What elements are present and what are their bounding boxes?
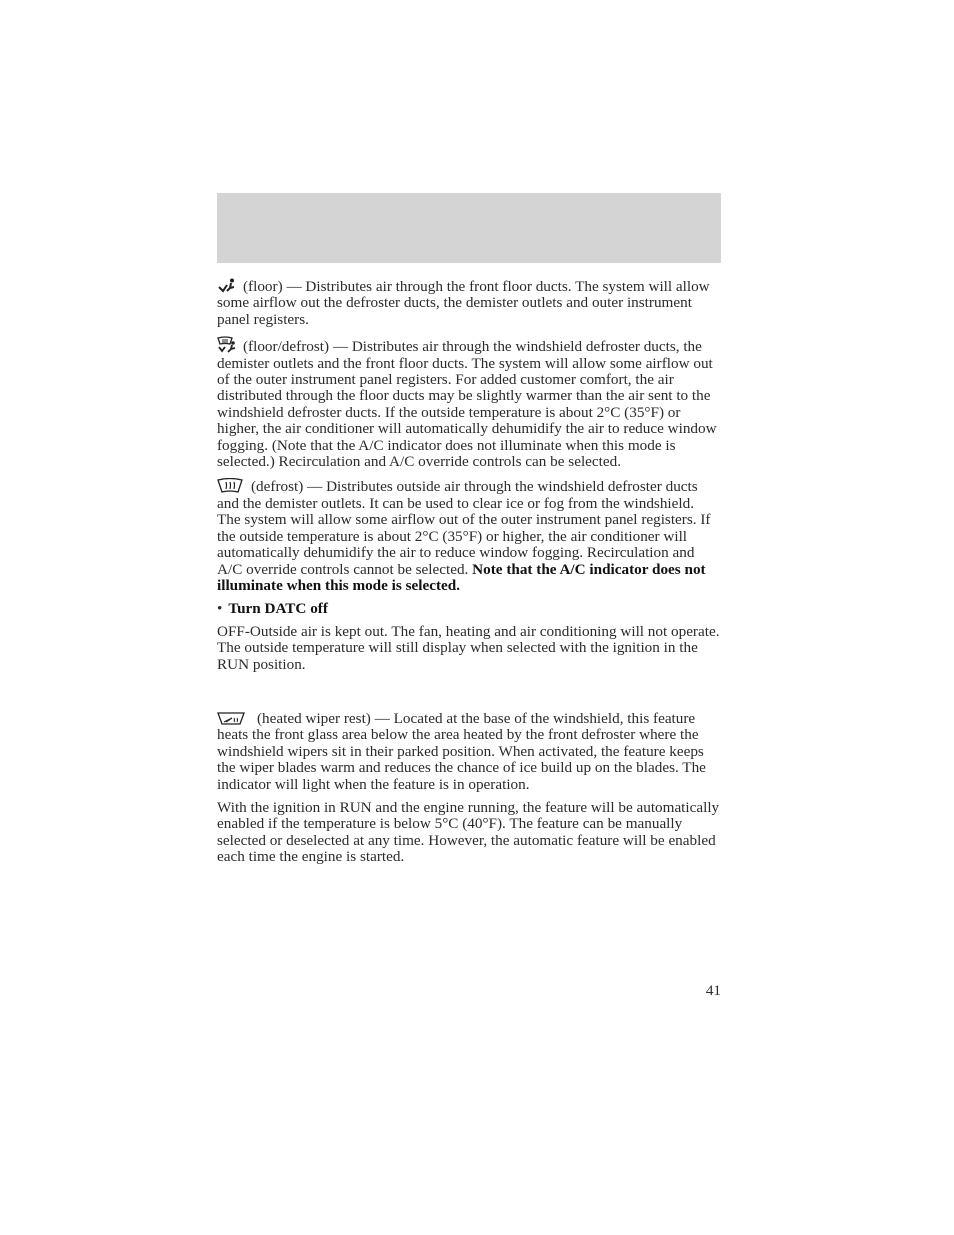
floor-icon xyxy=(217,278,237,294)
floor-defrost-label: (floor/defrost) xyxy=(243,338,330,356)
floor-defrost-icon xyxy=(217,336,237,354)
section-header-band xyxy=(217,193,721,263)
floor-label: (floor) xyxy=(243,278,283,295)
bullet-dot: • xyxy=(217,600,223,618)
turn-off-bullet-item xyxy=(217,601,721,617)
floor-paragraph xyxy=(217,278,721,328)
defrost-icon xyxy=(217,478,243,494)
floor-defrost-paragraph xyxy=(217,336,721,470)
turn-off-text: OFF-Outside air is kept out. The fan, heating and air conditioning will not operate. The outside temperature will still display when selected with the ignition in the RUN position. xyxy=(217,622,720,673)
defrost-label: (defrost) xyxy=(251,478,304,496)
heated-wiper-text-2: With the ignition in RUN and the engine running, the feature will be automatically enabled if the temperature is below 5°C (40°F). The feature can be manually selected or deselected at any time. However, the automatic feature will be enabled each time the engine is started. xyxy=(217,798,720,866)
floor-defrost-text: — Distributes air through the windshield defroster ducts, the demister outlets and the front floor ducts. The system will allow some airflow out of the outer instrument panel registers. For added customer comfort, the air distributed through the floor ducts may be slightly warmer than the air sent to the windshield defroster ducts. If the outside temperature is about 2°C (35°F) or higher, the air conditioner will automatically dehumidify the air to reduce window fogging. (Note that the A/C indicator does not illuminate when this mode is selected.) Recirculation and A/C override controls can be selected. xyxy=(217,338,717,471)
page-number: 41 xyxy=(705,982,721,999)
floor-text: — Distributes air through the front floor ducts. The system will allow some airflow out the defroster ducts, the demister outlets and outer instrument panel registers. xyxy=(217,278,710,328)
defrost-note: Note that the A/C indicator does not illuminate when this mode is selected. xyxy=(217,560,706,594)
heated-wiper-icon xyxy=(217,712,245,726)
turn-off-heading: Turn DATC off xyxy=(228,600,328,618)
heated-wiper-label: (heated wiper rest) xyxy=(257,709,371,727)
page-content xyxy=(217,278,721,866)
defrost-paragraph xyxy=(217,478,721,594)
turn-off-paragraph xyxy=(217,624,721,673)
defrost-text: — Distributes outside air through the windshield defroster ducts and the demister outlets. It can be used to clear ice or fog from the windshield. The system will allow some airflow out of the outer instrument panel registers. If the outside temperature is about 2°C (35°F) or higher, the air conditioner will automatically dehumidify the air to reduce window fogging. Recirculation and A/C override controls cannot be selected. xyxy=(217,478,711,578)
heated-wiper-text: — Located at the base of the windshield, this feature heats the front glass area below the area heated by the front defroster where the windshield wipers sit in their parked position. When activated, the feature keeps the wiper blades warm and reduces the chance of ice build up on the blades. The indicator will light when the feature is in operation. xyxy=(217,709,706,793)
heated-wiper-paragraph-2 xyxy=(217,800,721,866)
heated-wiper-paragraph xyxy=(217,711,721,793)
